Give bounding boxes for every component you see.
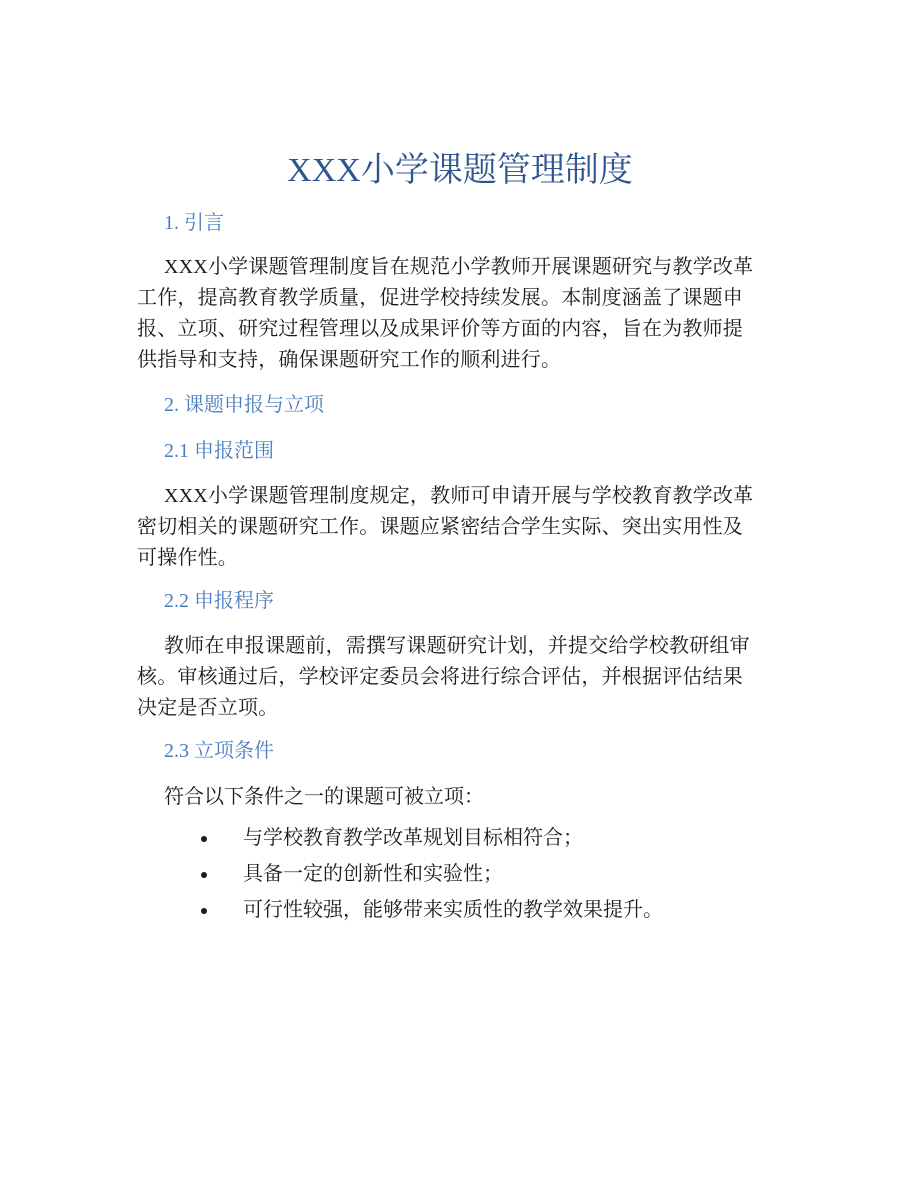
list-item bbox=[0, 896, 920, 924]
paragraph-line: 可操作性。 bbox=[137, 547, 238, 569]
document-title: XXX小学课题管理制度 bbox=[287, 152, 633, 189]
paragraph-line: 工作，提高教育教学质量，促进学校持续发展。本制度涵盖了课题申 bbox=[137, 287, 743, 309]
list-item bbox=[0, 860, 920, 888]
intro-paragraph bbox=[137, 252, 787, 376]
section-heading-intro: 1. 引言 bbox=[164, 212, 224, 234]
bullet-icon bbox=[201, 836, 207, 842]
bullet-icon bbox=[201, 908, 207, 914]
paragraph-line: 决定是否立项。 bbox=[137, 697, 279, 719]
conditions-lead: 符合以下条件之一的课题可被立项： bbox=[164, 786, 484, 808]
paragraph-line: 密切相关的课题研究工作。课题应紧密结合学生实际、突出实用性及 bbox=[137, 516, 743, 538]
paragraph-line: 教师在申报课题前，需撰写课题研究计划，并提交给学校教研组审 bbox=[164, 635, 750, 657]
paragraph-line: XXX小学课题管理制度规定，教师可申请开展与学校教育教学改革 bbox=[164, 485, 754, 507]
paragraph-line: 报、立项、研究过程管理以及成果评价等方面的内容，旨在为教师提 bbox=[137, 318, 743, 340]
section-heading-scope: 2.1 申报范围 bbox=[164, 440, 274, 462]
section-heading-application: 2. 课题申报与立项 bbox=[164, 394, 324, 416]
paragraph-line: 核。审核通过后，学校评定委员会将进行综合评估，并根据评估结果 bbox=[137, 666, 743, 688]
section-heading-procedure: 2.2 申报程序 bbox=[164, 590, 274, 612]
paragraph-line: 供指导和支持，确保课题研究工作的顺利进行。 bbox=[137, 349, 562, 371]
procedure-paragraph bbox=[137, 631, 787, 724]
list-item bbox=[0, 824, 920, 852]
paragraph-line: XXX小学课题管理制度旨在规范小学教师开展课题研究与教学改革 bbox=[164, 256, 754, 278]
list-item-text: 与学校教育教学改革规划目标相符合； bbox=[243, 827, 583, 849]
bullet-icon bbox=[201, 872, 207, 878]
list-item-text: 可行性较强，能够带来实质性的教学效果提升。 bbox=[243, 899, 663, 921]
section-heading-conditions: 2.3 立项条件 bbox=[164, 740, 274, 762]
scope-paragraph bbox=[137, 481, 787, 574]
list-item-text: 具备一定的创新性和实验性； bbox=[243, 863, 503, 885]
